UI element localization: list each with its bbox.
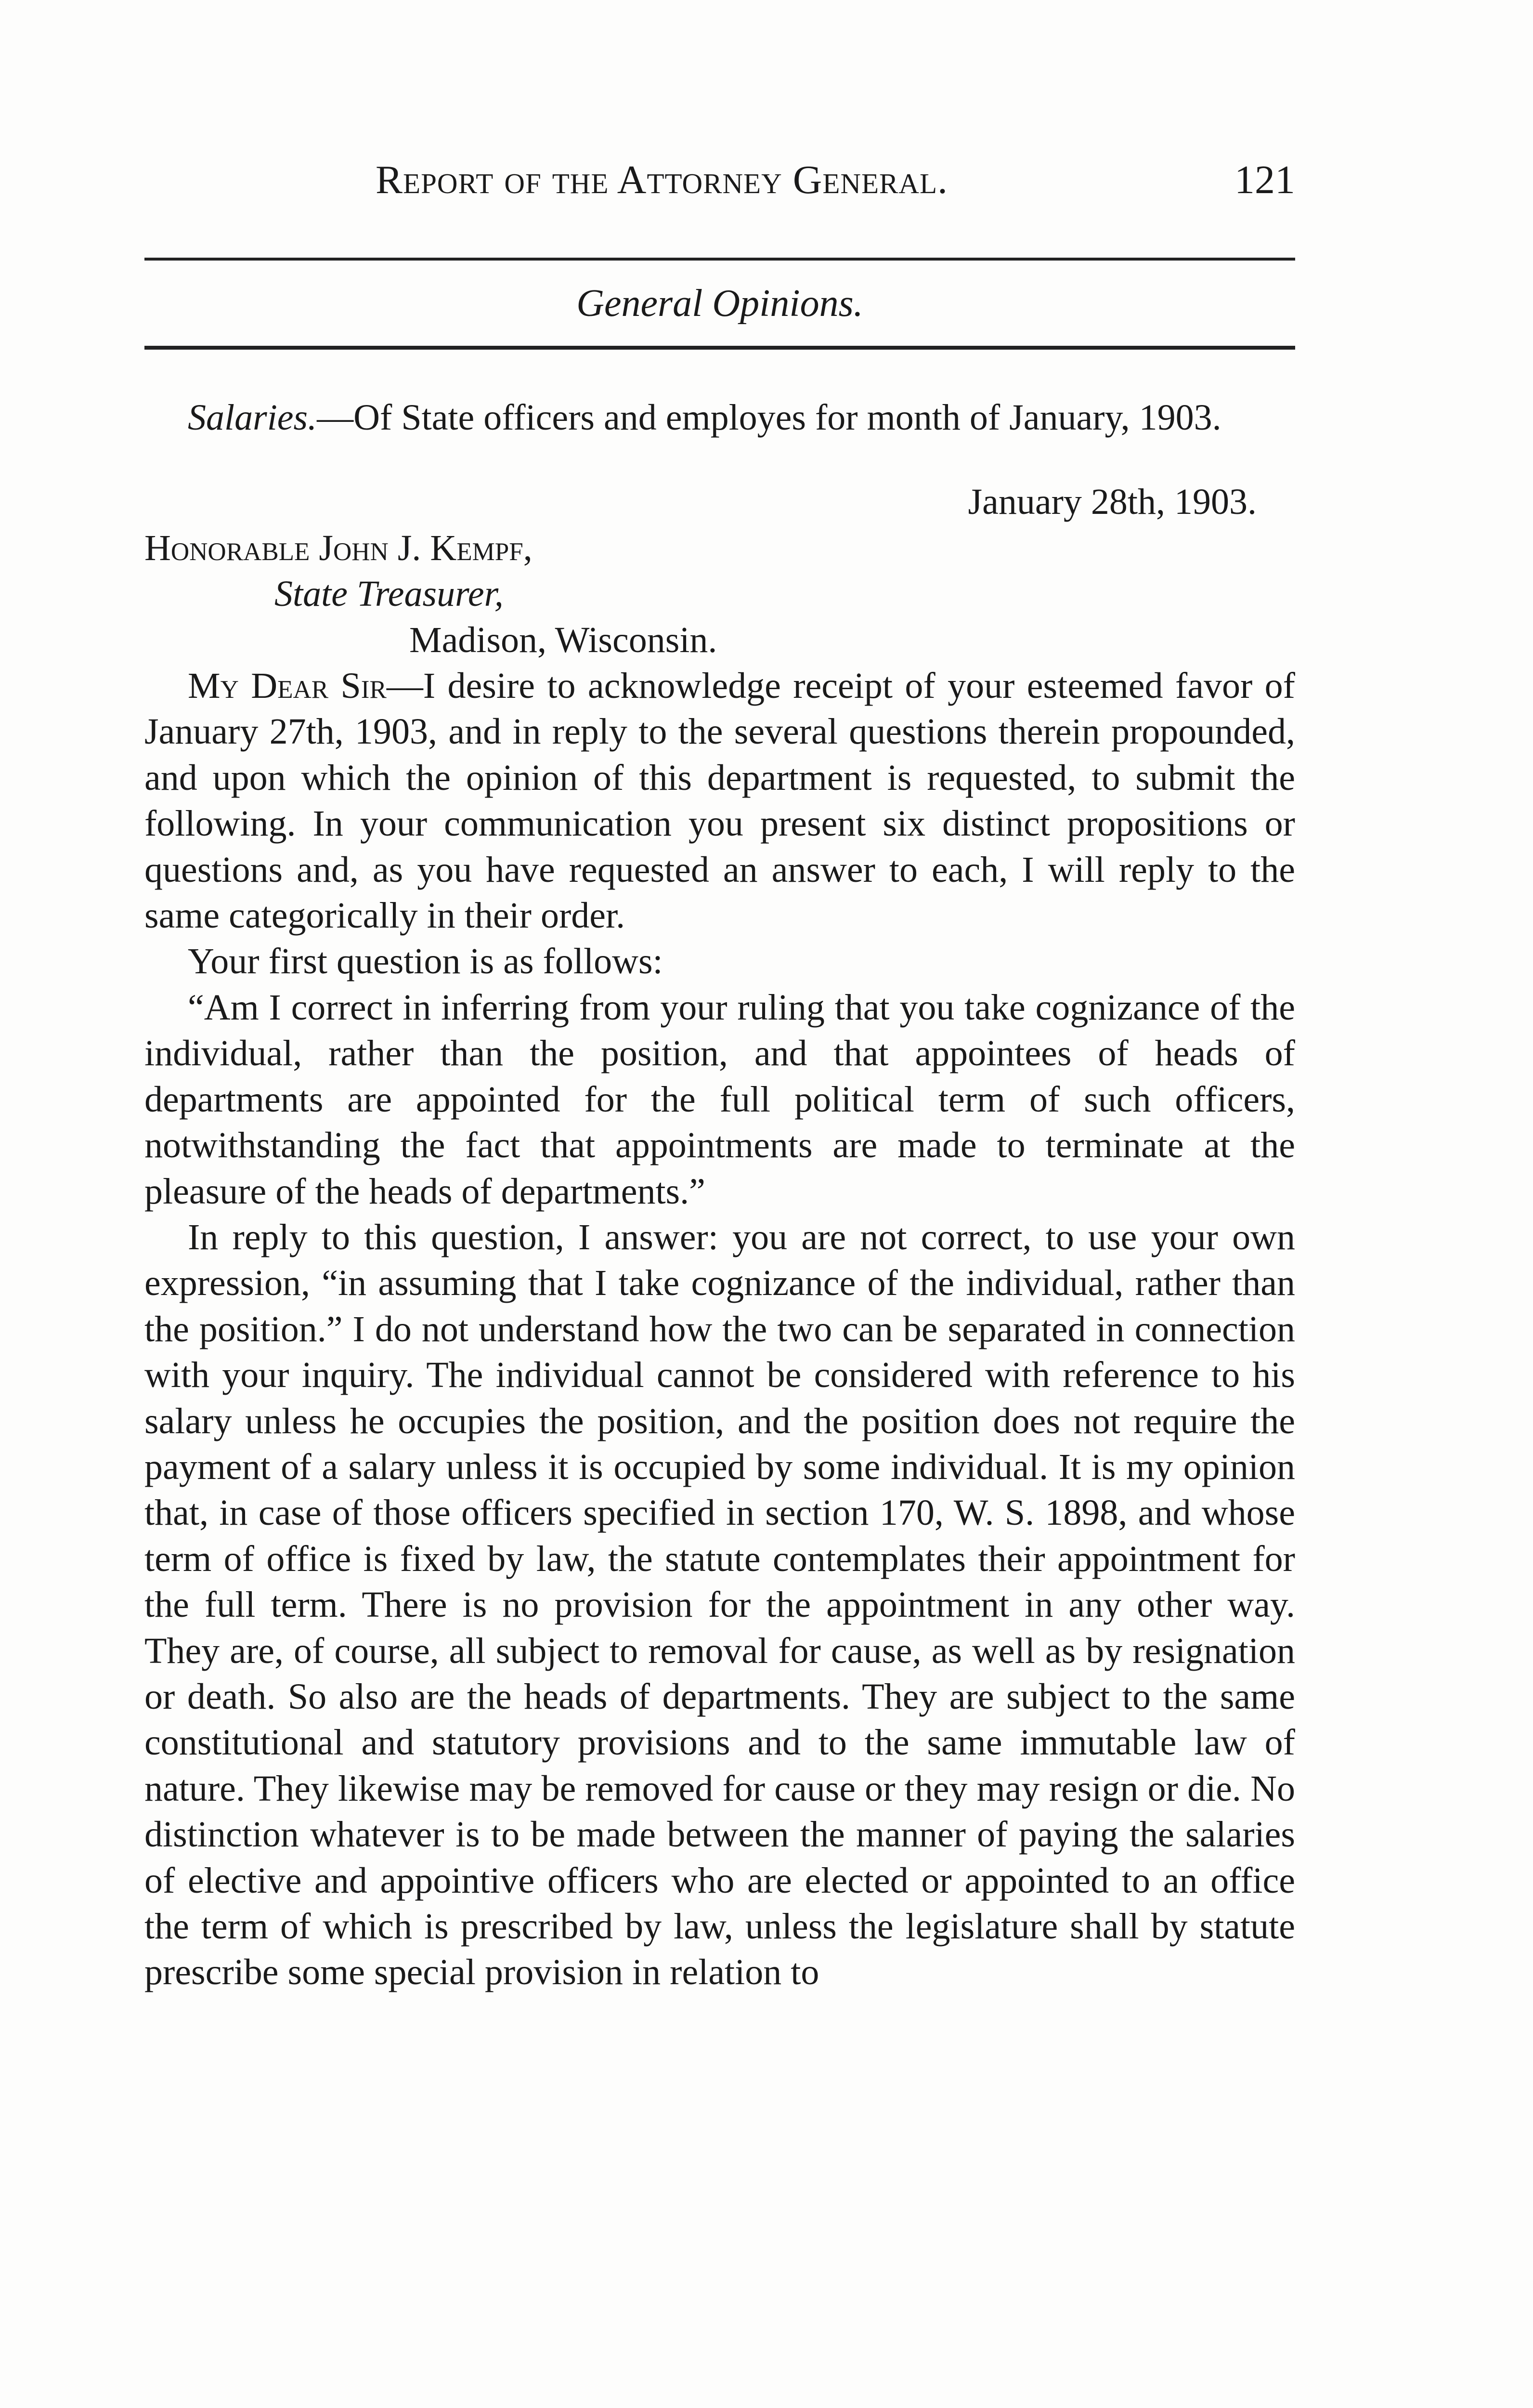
subject-label: Salaries. bbox=[188, 397, 317, 438]
paragraph-2: Your first question is as follows: bbox=[188, 941, 663, 982]
paragraph-1 bbox=[144, 663, 1295, 939]
letter-date: January 28th, 1903. bbox=[968, 482, 1257, 523]
opinion-subject bbox=[144, 395, 1295, 441]
paragraph-1-text: —I desire to acknowledge receipt of your esteemed favor of January 27th, 1903, and in reply to the several questions therein propounded, and upon which the opinion of this department is requested, to submit the following. In your communication you present six distinct propositions or questions and, as you have requested an answer to each, I will reply to the same categorically in their order. bbox=[144, 666, 1295, 936]
addressee-place: Madison, Wisconsin. bbox=[409, 619, 717, 660]
addressee-name: Honorable John J. Kempf, bbox=[144, 527, 533, 568]
page-header bbox=[144, 157, 1295, 224]
opinion-body bbox=[144, 395, 1295, 1996]
running-title: Report of the Attorney General. bbox=[376, 157, 948, 202]
header-rule-top bbox=[144, 258, 1295, 261]
addressee-title: State Treasurer, bbox=[274, 574, 504, 615]
header-rule-bottom bbox=[144, 346, 1295, 350]
subject-text: —Of State officers and employes for month of January, 1903. bbox=[317, 397, 1221, 438]
salutation: My Dear Sir bbox=[188, 666, 387, 707]
page-number: 121 bbox=[1234, 157, 1295, 202]
paragraph-4: In reply to this question, I answer: you are not correct, to use your own expression, “in assuming that I take cognizance of the individual, rather than the position.” I do not understand how the two can be separated in connection with your inquiry. The individual cannot be considered with reference to his salary unless he occupies the position, and the position does not require the payment of a salary unless it is occupied by some individual. It is my opinion that, in case of those officers specified in section 170, W. S. 1898, and whose term of office is fixed by law, the statute contemplates their appointment for the full term. There is no provision for the appointment in any other way. They are, of course, all subject to removal for cause, as well as by resignation or death. So also are the heads of departments. They are subject to the same constitutional and statutory provisions and to the same immutable law of nature. They likewise may be removed for cause or they may resign or die. No distinction whatever is to be made between the manner of paying the salaries of elective and appointive officers who are elected or appointed to an office the term of which is prescribed by law, unless the legislature shall by statute prescribe some special provision in relation to bbox=[144, 1217, 1295, 1993]
section-title: General Opinions. bbox=[576, 282, 863, 325]
quoted-question: “Am I correct in inferring from your ruling that you take cognizance of the individual, rather than the position, and that appointees of heads of departments are appointed for the full political term of such officers, notwithstanding the fact that appointments are made to terminate at the pleasure of the heads of departments.” bbox=[144, 987, 1295, 1212]
